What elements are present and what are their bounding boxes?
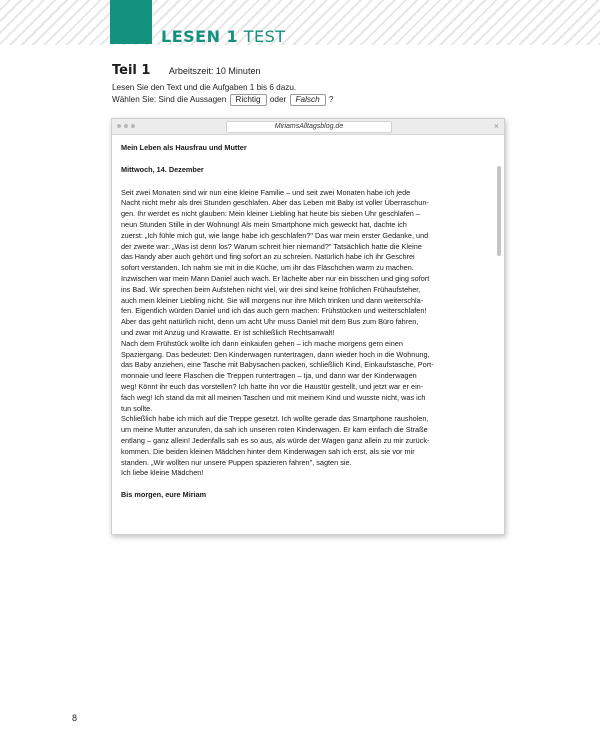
blog-text-line: und zwar mit Anzug und Krawatte. Er ist schließlich Rechtsanwalt! (121, 327, 335, 337)
blog-text-line: Inzwischen war mein Mann Daniel auch wach. Er lächelte aber nur ein bisschen und ging sofort (121, 273, 430, 283)
task-instructions (112, 82, 333, 106)
blog-text-line: sofort verstanden. Ich nahm sie mit in die Küche, um ihr das Fläschchen warm zu machen. (121, 263, 414, 273)
section-title (161, 27, 286, 46)
blog-text-line: monnaie und leere Flaschen die Treppen runtertragen – tja, und dann war der Kinderwagen (121, 371, 417, 381)
blog-text-line: tun sollte. (121, 403, 153, 413)
page-number: 8 (72, 713, 78, 723)
task-label: Teil 1 (112, 63, 151, 78)
blog-text-line: ins Bad. Wir sprechen beim Aufstehen nicht viel, wir drei sind keine fröhlichen Frühaufsteher, (121, 284, 421, 294)
blog-date: Mittwoch, 14. Dezember (121, 164, 204, 174)
url-bar[interactable]: MiriamsAlltagsblog.de (226, 121, 392, 133)
blog-text-line: Schließlich habe ich mich auf die Treppe gesetzt. Ich wollte gerade das Smartphone rausholen, (121, 414, 429, 424)
section-title-rest: TEST (238, 27, 286, 46)
section-title-bold: LESEN 1 (161, 27, 239, 46)
window-dot-icon (131, 124, 135, 128)
blog-text-line: auch mein kleiner Liebling nicht. Sie will morgens nur ihre Milch trinken und dann weiterschla- (121, 295, 424, 305)
window-controls (117, 124, 135, 128)
blog-text-line: fach weg! Ich stand da mit all meinen Taschen und mit meinem Kind und wusste nicht, was ich (121, 392, 426, 402)
blog-text-line: Ich liebe kleine Mädchen! (121, 468, 204, 478)
blog-text-line: das Handy aber auch gehört und fing sofort an zu schreien. Natürlich habe ich ihr Geschrei (121, 252, 415, 262)
browser-window (111, 118, 505, 535)
blog-content (121, 143, 483, 501)
blog-title: Mein Leben als Hausfrau und Mutter (121, 143, 247, 152)
blog-text-line: Spaziergang. Das bedeutet: Den Kinderwagen runtertragen, dann wieder hoch in die Wohnung, (121, 349, 430, 359)
scrollbar[interactable] (497, 166, 501, 256)
blog-text-line: standen. „Wir wollten nur unsere Puppen spazieren fahren", sagten sie. (121, 457, 352, 467)
window-dot-icon (117, 124, 121, 128)
blog-text-line: Nach dem Frühstück wollte ich dann einkaufen gehen – ich mache morgens gern einen (121, 338, 403, 348)
blog-signature: Bis morgen, eure Miriam (121, 490, 207, 500)
blog-text-line: weg! Könnt ihr euch das vorstellen? Ich hatte ihn vor die Haustür gestellt, und jetzt war er ein- (121, 381, 424, 391)
blog-text-line: um meine Mutter anzurufen, da sah ich unseren roten Kinderwagen. Er kam einfach die Straße (121, 425, 428, 435)
blog-text-line: kommen. Die beiden kleinen Mädchen hinter dem Kinderwagen sah ich erst, als sie vor mir (121, 446, 415, 456)
blog-text (121, 188, 483, 480)
browser-titlebar (112, 119, 504, 135)
close-icon[interactable]: × (493, 121, 499, 131)
blog-text-line: Nacht nicht mehr als drei Stunden geschlafen. Aber das Leben mit Baby ist voller Überraschun- (121, 198, 429, 208)
instruction-line-1: Lesen Sie den Text und die Aufgaben 1 bis 6 dazu. (112, 83, 297, 92)
option-richtig: Richtig (230, 94, 267, 106)
blog-text-line: Seit zwei Monaten sind wir nun eine kleine Familie – und seit zwei Monaten habe ich jede (121, 187, 411, 197)
blog-text-line: der zweite war: „Was ist denn los? Warum schreit hier niemand?" Tatsächlich hatte die Kleine (121, 241, 422, 251)
blog-text-line: zuerst: „Ich fühle mich gut, wie lange habe ich geschlafen?" Das war mein erster Gedanke, und (121, 230, 429, 240)
instruction-question-mark: ? (328, 94, 334, 104)
blog-text-line: entlang – ganz allein! Jedenfalls sah es so aus, als würde der Wagen ganz allein zu mir zurück- (121, 435, 430, 445)
header-stripes (0, 0, 600, 45)
header-color-block (110, 0, 152, 44)
instruction-connector: oder (269, 94, 287, 104)
instruction-line-2 (112, 94, 333, 106)
window-dot-icon (124, 124, 128, 128)
instruction-prefix: Wählen Sie: Sind die Aussagen (112, 94, 227, 104)
blog-text-line: Aber das geht natürlich nicht, denn um acht Uhr muss Daniel mit dem Bus zum Büro fahren, (121, 317, 419, 327)
blog-text-line: das Baby anziehen, eine Tasche mit Babysachen packen, schließlich Kind, Einkaufstasche, Port- (121, 360, 434, 370)
blog-text-line: fen. Eigentlich würden Daniel und ich das auch gern machen: Frühstücken und weiterschlafen! (121, 306, 427, 316)
blog-text-line: gen. Ihr werdet es nicht glauben: Mein kleiner Liebling hat heute bis sieben Uhr geschlafen – (121, 209, 420, 219)
task-heading (112, 61, 260, 79)
worktime: Arbeitszeit: 10 Minuten (168, 66, 261, 76)
option-falsch: Falsch (290, 94, 326, 106)
blog-text-line: neun Stunden Stille in der Wohnung! Als mein Smartphone mich geweckt hat, dachte ich (121, 219, 407, 229)
